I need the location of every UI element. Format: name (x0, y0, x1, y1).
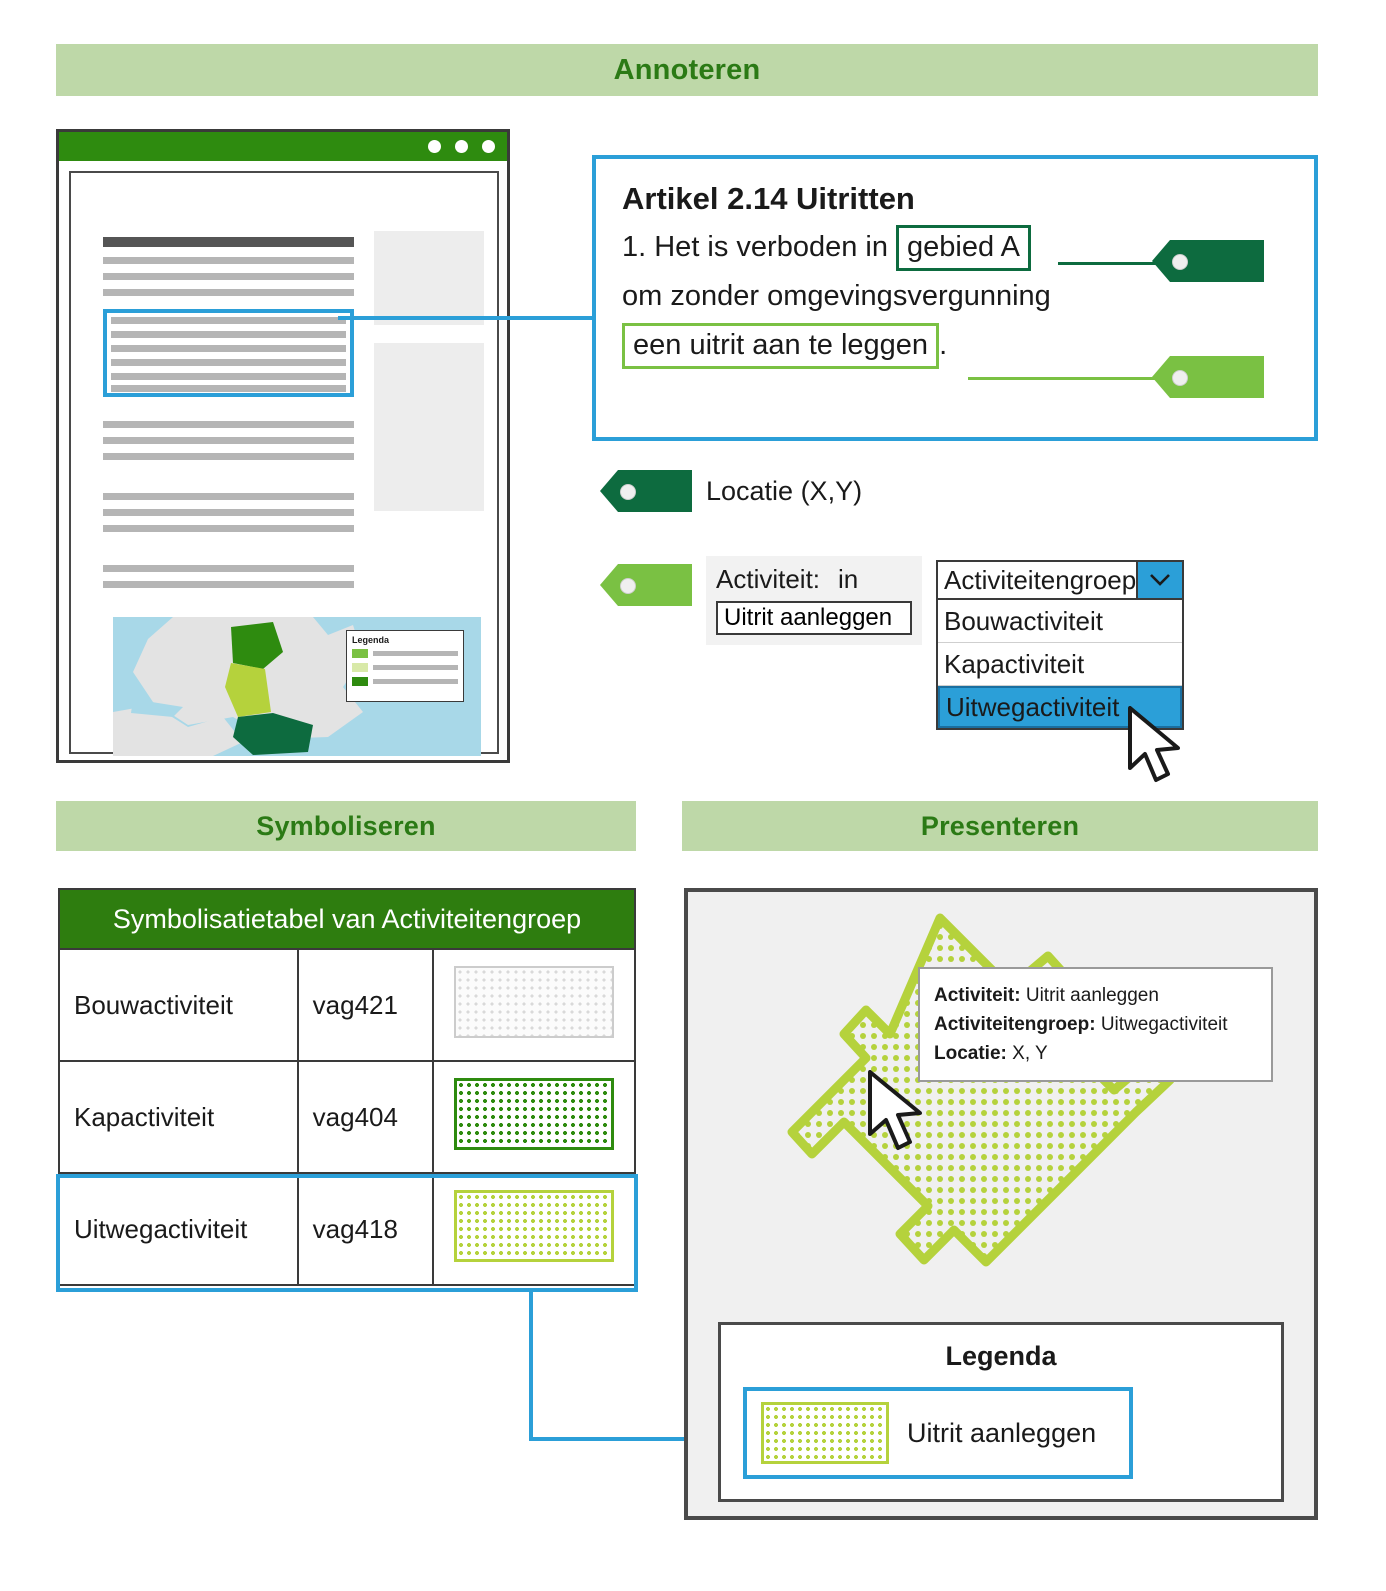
table-cell-swatch (433, 1173, 635, 1285)
activiteit-form-panel (706, 556, 922, 645)
tag-activiteit-marker[interactable] (1152, 356, 1264, 398)
in-label: in (838, 564, 859, 594)
popup-value-locatie: X, Y (1012, 1043, 1048, 1064)
table-cell-code: vag404 (298, 1061, 433, 1173)
mini-legend-swatch (352, 649, 368, 658)
connector-doc-to-article (338, 316, 594, 320)
table-header-row (59, 889, 635, 949)
doc-text-line (103, 493, 354, 500)
table-row[interactable] (59, 949, 635, 1061)
legend-item-label: Uitrit aanleggen (907, 1417, 1097, 1448)
doc-text-line (103, 437, 354, 444)
doc-image-placeholder (374, 343, 484, 511)
symbolisation-table (58, 888, 636, 1286)
mini-legend-swatch (352, 677, 368, 686)
tag-hole-icon (1172, 254, 1188, 270)
window-dot-3 (482, 140, 495, 153)
table-row[interactable] (59, 1173, 635, 1285)
table-cell-code: vag418 (298, 1173, 433, 1285)
feature-info-popup (918, 967, 1273, 1082)
tag-shape (1152, 240, 1264, 282)
mini-legend-title: Legenda (352, 635, 390, 645)
annotation-gebied-a[interactable]: gebied A (896, 225, 1031, 271)
activiteit-input[interactable] (716, 601, 912, 635)
table-cell-swatch (433, 949, 635, 1061)
tag-locatie-marker[interactable] (1152, 240, 1264, 282)
table-cell-name: Kapactiviteit (59, 1061, 298, 1173)
popup-row-activiteit (934, 981, 1257, 1010)
doc-image-placeholder (374, 231, 484, 325)
presentation-legend (718, 1322, 1284, 1502)
table-cell-swatch (433, 1061, 635, 1173)
popup-key-groep: Activiteitengroep: (934, 1014, 1096, 1035)
doc-text-line (103, 289, 354, 296)
doc-text-line (103, 565, 354, 572)
section-header-presenteren: Presenteren (682, 801, 1318, 851)
activiteit-label: Activiteit: (716, 564, 821, 594)
activiteit-form-top-row (716, 564, 912, 595)
doc-text-line (103, 421, 354, 428)
mini-legend-row (352, 649, 458, 658)
article-callout (592, 155, 1318, 441)
swatch-bouwactiviteit (454, 966, 614, 1038)
locatie-label: Locatie (X,Y) (706, 475, 863, 506)
tag-shape (1152, 356, 1264, 398)
mini-legend-bar (373, 651, 458, 656)
combobox-option-kapactiviteit[interactable]: Kapactiviteit (938, 643, 1182, 686)
doc-heading-line (103, 237, 354, 247)
table-title: Symbolisatietabel van Activiteitengroep (59, 889, 635, 949)
locatie-legend-row (600, 470, 862, 512)
doc-text-line (103, 453, 354, 460)
mini-map-legend (346, 630, 464, 702)
connector-uitrit-to-tag (968, 377, 1164, 380)
article-line-1-prefix: 1. Het is verboden in (622, 231, 888, 263)
chevron-down-glyph (1149, 573, 1171, 587)
popup-row-locatie (934, 1039, 1257, 1068)
swatch-kapactiviteit (454, 1078, 614, 1150)
legend-item[interactable] (743, 1387, 1133, 1479)
popup-key-activiteit: Activiteit: (934, 985, 1021, 1006)
doc-text-line (103, 257, 354, 264)
popup-row-groep (934, 1010, 1257, 1039)
table-row[interactable] (59, 1061, 635, 1173)
swatch-uitwegactiviteit (454, 1190, 614, 1262)
presentation-panel (684, 888, 1318, 1520)
tag-shape (600, 470, 692, 512)
article-title: Artikel 2.14 Uitritten (622, 181, 915, 216)
doc-text-line (103, 509, 354, 516)
popup-key-locatie: Locatie: (934, 1043, 1007, 1064)
tag-hole-icon (620, 484, 636, 500)
document-window (56, 129, 510, 763)
section-header-symboliseren: Symboliseren (56, 801, 636, 851)
activiteitengroep-combobox[interactable] (936, 560, 1184, 730)
mini-legend-bar (373, 665, 458, 670)
annotation-uitrit-aanleggen[interactable]: een uitrit aan te leggen (622, 323, 939, 369)
doc-text-line (103, 273, 354, 280)
table-cell-name: Uitwegactiviteit (59, 1173, 298, 1285)
connector-table-vertical (529, 1288, 533, 1440)
doc-text-line (103, 525, 354, 532)
document-highlight-frame (103, 309, 354, 397)
window-titlebar (59, 132, 507, 161)
tag-hole-icon (1172, 370, 1188, 386)
legend-title: Legenda (945, 1341, 1057, 1371)
chevron-down-icon[interactable] (1136, 562, 1182, 598)
window-dot-2 (455, 140, 468, 153)
article-line-2: om zonder omgevingsvergunning (622, 280, 1051, 312)
legend-swatch-uitrit (761, 1402, 889, 1464)
tag-locatie (600, 470, 692, 512)
table-cell-name: Bouwactiviteit (59, 949, 298, 1061)
tag-shape (600, 564, 692, 606)
combobox-option-list[interactable] (936, 600, 1184, 730)
combobox-option-uitwegactiviteit[interactable]: Uitwegactiviteit (938, 686, 1182, 728)
mini-legend-row (352, 663, 458, 672)
tag-activiteit (600, 564, 692, 606)
combobox-value: Activiteitengroep (944, 564, 1137, 595)
document-page (69, 171, 499, 754)
combobox-option-bouwactiviteit[interactable]: Bouwactiviteit (938, 600, 1182, 643)
mini-legend-row (352, 677, 458, 686)
table-cell-code: vag421 (298, 949, 433, 1061)
mini-legend-swatch (352, 663, 368, 672)
section-header-annoteren: Annoteren (56, 44, 1318, 96)
doc-text-line (103, 581, 354, 588)
activiteit-legend-row (600, 556, 922, 645)
popup-value-activiteit: Uitrit aanleggen (1025, 985, 1159, 1006)
combobox-field[interactable] (936, 560, 1184, 600)
article-line-3-suffix: . (939, 329, 948, 361)
tag-hole-icon (620, 578, 636, 594)
mini-legend-bar (373, 679, 458, 684)
popup-value-groep: Uitwegactiviteit (1100, 1014, 1228, 1035)
window-dot-1 (428, 140, 441, 153)
mini-map (113, 617, 481, 756)
